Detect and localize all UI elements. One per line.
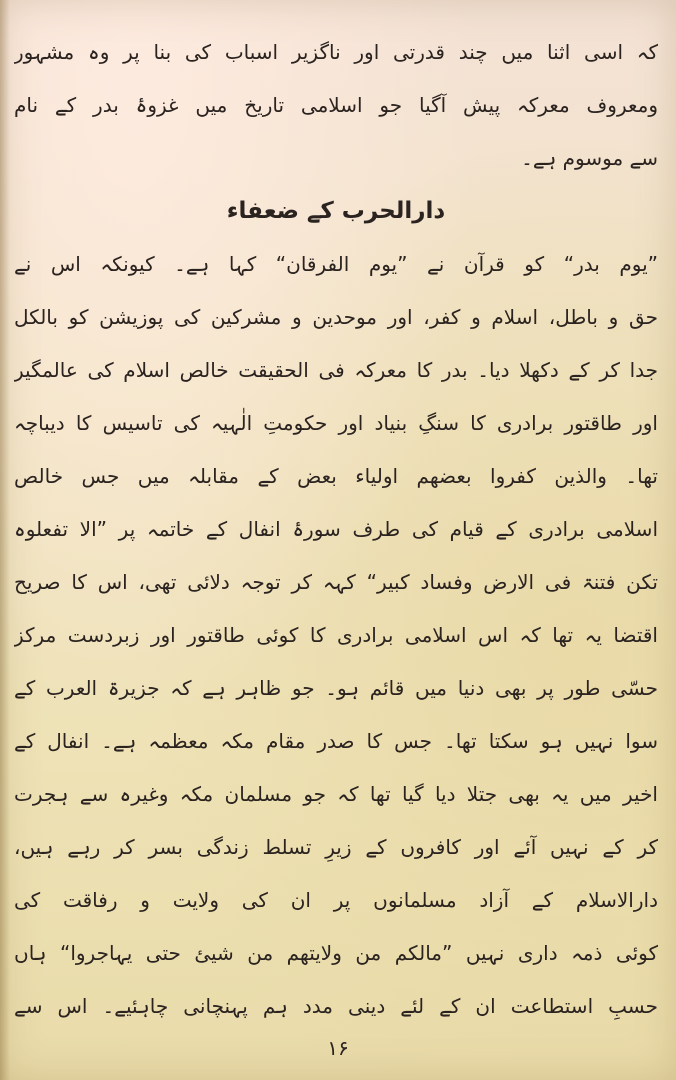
text-line: کر کے نہیں آئے اور کافروں کے زیرِ تسلط زندگی بسر کر رہے ہیں، [14,835,658,859]
text-line: تکن فتنۃ فی الارض وفساد کبیر“ کہہ کر توجہ دلائی تھی، اس کا صریح [14,570,658,594]
text-line: تھا۔ والذین کفروا بعضھم اولیاء بعض کے مقابلہ میں جس خالص [14,464,658,488]
text-line: ”یوم بدر“ کو قرآن نے ”یوم الفرقان“ کہا ہے۔ کیونکہ اس نے [14,252,658,276]
page-body [14,26,658,1033]
text-line: ومعروف معرکہ پیش آگیا جو اسلامی تاریخ میں غزوۂ بدر کے نام [14,93,658,117]
text-line: جدا کر کے دکھلا دیا۔ بدر کا معرکہ فی الحقیقت خالص اسلام کی عالمگیر [14,358,658,382]
section-heading: دارالحرب کے ضعفاء [226,198,446,224]
text-line: اخیر میں یہ بھی جتلا دیا گیا تھا کہ جو مسلمان مکہ وغیرہ سے ہجرت [14,782,658,806]
text-line: اور طاقتور برادری کا سنگِ بنیاد اور حکومتِ الٰہیہ کی تاسیس کا دیباچہ [14,411,658,435]
text-line: سے موسوم ہے۔ [521,146,658,170]
text-line: دارالاسلام کے آزاد مسلمانوں پر ان کی ولایت و رفاقت کی [14,888,658,912]
text-line: کہ اسی اثنا میں چند قدرتی اور ناگزیر اسباب کی بنا پر وہ مشہور [14,40,658,64]
text-line: کوئی ذمہ داری نہیں ”مالکم من ولایتھم من شیئ حتی یہاجروا“ ہاں [14,941,658,965]
text-line: حسبِ استطاعت ان کے لئے دینی مدد ہم پہنچانی چاہئیے۔ اس سے [14,994,658,1018]
page-number: ۱۶ [327,1036,349,1060]
text-line: اسلامی برادری کے قیام کی طرف سورۂ انفال کے خاتمہ پر ”الا تفعلوہ [14,517,658,541]
text-line: سوا نہیں ہو سکتا تھا۔ جس کا صدر مقام مکہ معظمہ ہے۔ انفال کے [14,729,658,753]
text-line: حسّی طور پر بھی دنیا میں قائم ہو۔ جو ظاہر ہے کہ جزیرۃ العرب کے [14,676,658,700]
text-line: حق و باطل، اسلام و کفر، اور موحدین و مشرکین کی پوزیشن کو بالکل [14,305,658,329]
text-line: اقتضا یہ تھا کہ اس اسلامی برادری کا کوئی طاقتور اور زبردست مرکز [14,623,658,647]
